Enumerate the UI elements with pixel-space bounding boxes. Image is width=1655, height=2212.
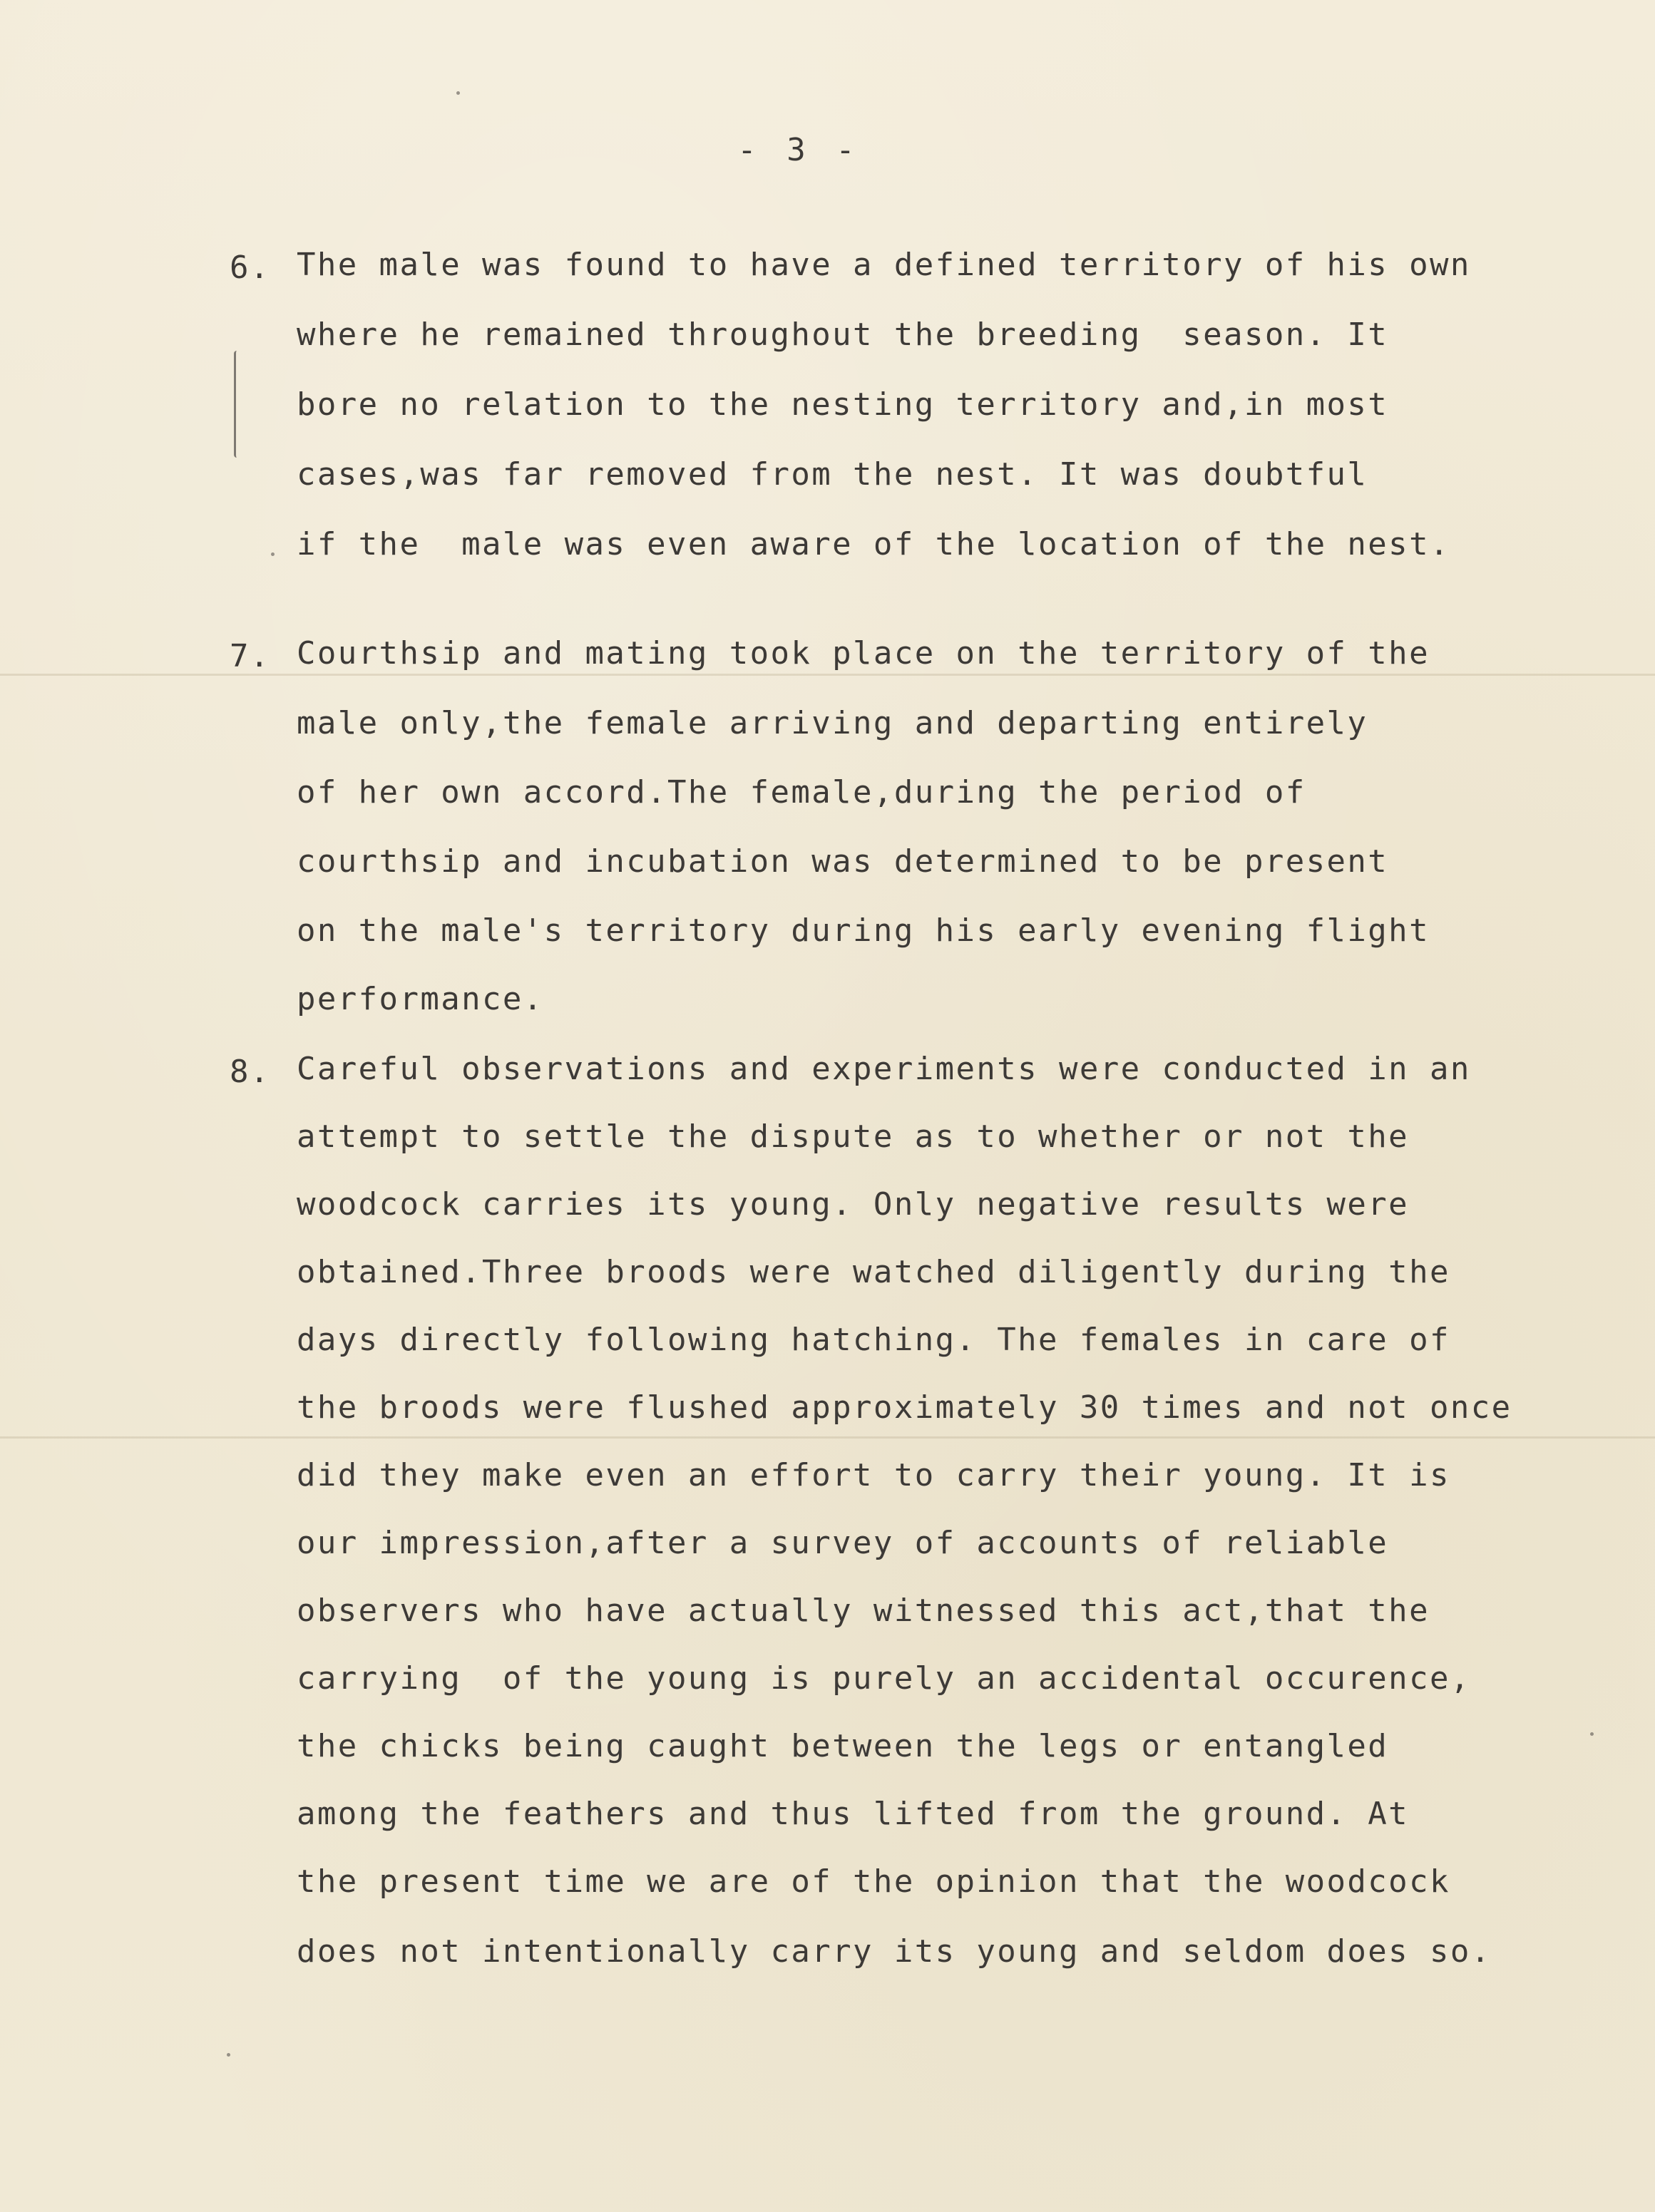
- text-line: The male was found to have a defined territory of his own: [297, 247, 1471, 283]
- text-line: courthsip and incubation was determined to be present: [297, 843, 1389, 880]
- text-line: days directly following hatching. The females in care of: [297, 1322, 1450, 1358]
- paragraph-number: 7.: [230, 638, 270, 674]
- text-line: attempt to settle the dispute as to whether or not the: [297, 1118, 1410, 1155]
- text-line: on the male's territory during his early evening flight: [297, 912, 1430, 949]
- text-line: did they make even an effort to carry their young. It is: [297, 1457, 1450, 1493]
- text-line: if the male was even aware of the location of the nest.: [297, 526, 1450, 562]
- paragraph-number: 6.: [230, 250, 270, 286]
- paper-speck: [456, 91, 460, 95]
- text-line: does not intentionally carry its young and seldom does so.: [297, 1933, 1492, 1970]
- paragraph-number: 8.: [230, 1054, 270, 1090]
- text-line: bore no relation to the nesting territory and,in most: [297, 386, 1389, 423]
- text-line: woodcock carries its young. Only negative results were: [297, 1186, 1410, 1223]
- paper-speck: [1590, 1732, 1594, 1736]
- text-line: observers who have actually witnessed this act,that the: [297, 1593, 1430, 1629]
- text-line: among the feathers and thus lifted from the ground. At: [297, 1796, 1410, 1832]
- text-line: Courthsip and mating took place on the territory of the: [297, 635, 1430, 672]
- paper-fold-line: [0, 1436, 1655, 1439]
- text-line: where he remained throughout the breeding season. It: [297, 317, 1389, 353]
- text-line: carrying of the young is purely an accidental occurence,: [297, 1660, 1471, 1697]
- text-line: performance.: [297, 981, 544, 1017]
- page-number: - 3 -: [737, 132, 861, 168]
- text-line: the present time we are of the opinion that the woodcock: [297, 1863, 1450, 1900]
- margin-dot: [271, 552, 275, 556]
- text-line: of her own accord.The female,during the period of: [297, 774, 1306, 811]
- text-line: Careful observations and experiments were conducted in an: [297, 1051, 1471, 1087]
- paper-speck: [227, 2053, 230, 2057]
- text-line: our impression,after a survey of accounts of reliable: [297, 1525, 1389, 1561]
- text-line: the broods were flushed approximately 30 times and not once: [297, 1389, 1512, 1426]
- text-line: male only,the female arriving and departing entirely: [297, 705, 1368, 741]
- text-line: obtained.Three broods were watched diligently during the: [297, 1254, 1450, 1290]
- text-line: cases,was far removed from the nest. It was doubtful: [297, 456, 1368, 493]
- text-line: the chicks being caught between the legs or entangled: [297, 1728, 1389, 1764]
- margin-bracket-mark: [234, 351, 240, 458]
